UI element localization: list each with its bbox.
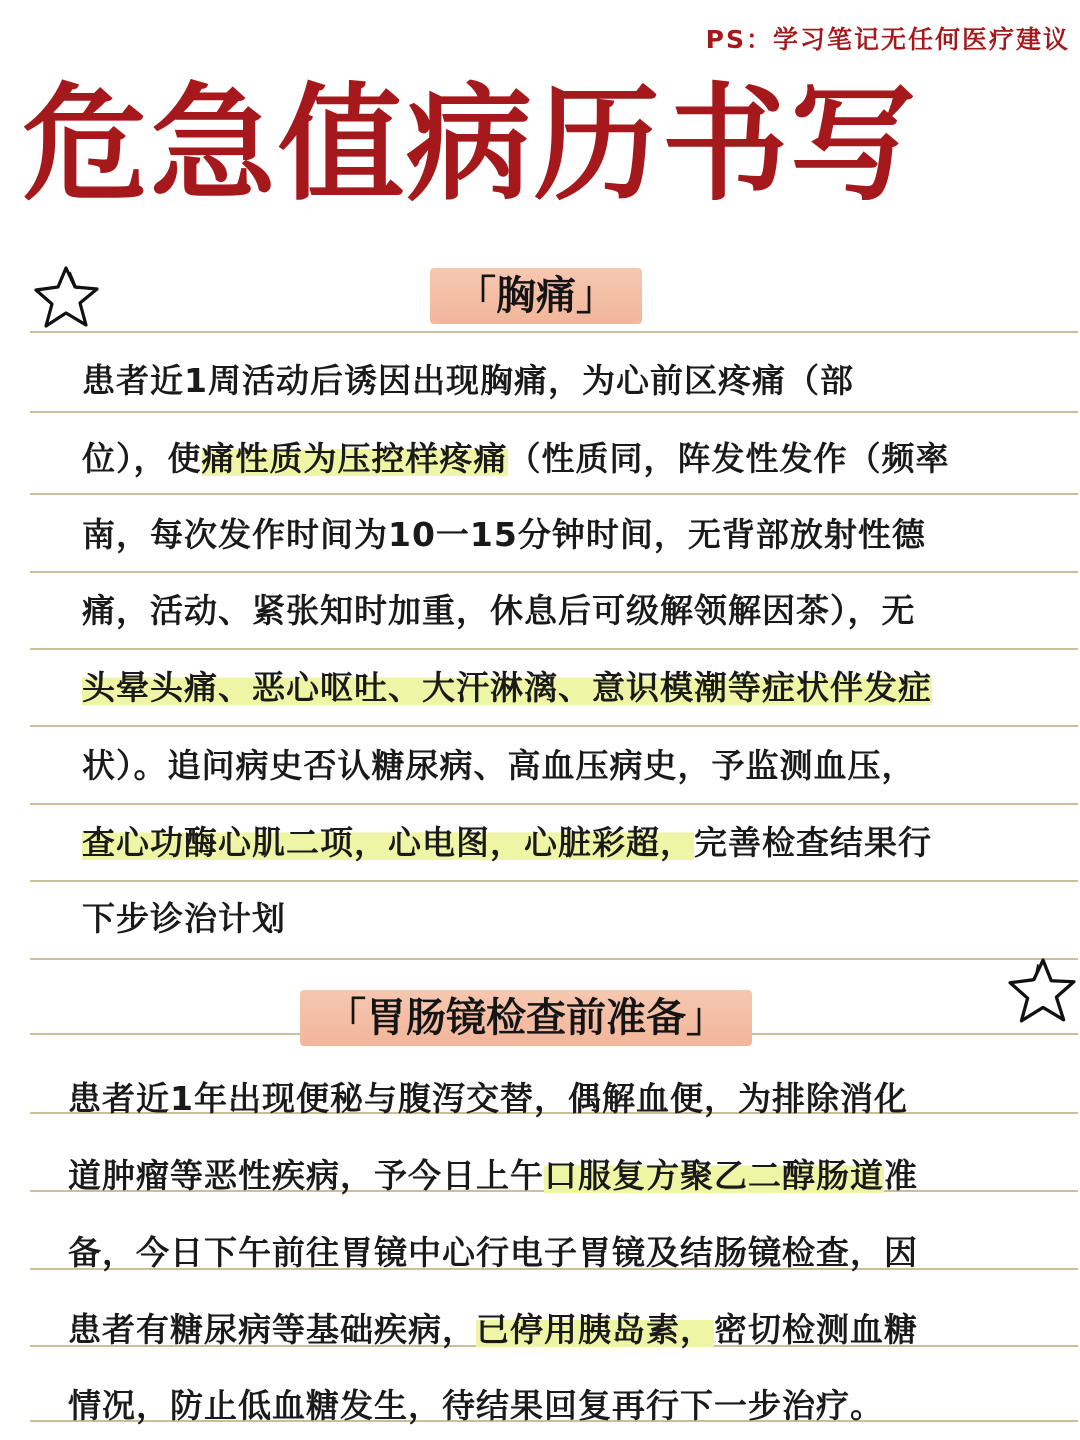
disclaimer-note: PS：学习笔记无任何医疗建议 [705, 25, 1070, 54]
paragraph-line [82, 589, 916, 633]
paragraph-line [82, 359, 854, 403]
highlighted-text: 痛性质为压控样疼痛 [201, 439, 508, 478]
paragraph-line [82, 666, 932, 710]
rule-line [30, 331, 1078, 333]
highlighted-text: 查心功酶心肌二项，心电图，心脏彩超， [82, 823, 694, 862]
rule-line [30, 411, 1078, 413]
text-segment: 备，今日下午前往胃镜中心行电子胃镜及结肠镜检查，因 [68, 1233, 918, 1272]
highlighted-text: 等症状伴发症 [728, 668, 932, 707]
highlighted-text: 头晕头痛、恶心呕吐、大汗淋漓、意识模潮 [82, 668, 728, 707]
paragraph-line [82, 437, 950, 481]
paragraph-line [82, 821, 932, 865]
text-segment: 患者近1年出现便秘与腹泻交替，偶解血便，为排除消化 [68, 1079, 908, 1118]
rule-line [30, 958, 1078, 960]
text-segment: 状）。追问病史否认糖尿病、高血压病史，予监测血压， [82, 746, 916, 785]
text-segment: 道肿瘤等恶性疾病，予今日上午 [68, 1156, 544, 1195]
text-segment: 下步诊治计划 [82, 899, 286, 938]
section-heading-chest-pain: 「胸痛」 [430, 268, 642, 324]
paragraph-line [82, 513, 926, 557]
rule-line [30, 880, 1078, 882]
text-segment: 患者有糖尿病等基础疾病， [68, 1310, 476, 1349]
paragraph-line [68, 1231, 918, 1275]
text-segment: 患者近1周活动后诱因出现胸痛，为心前区疼痛（部 [82, 361, 854, 400]
rule-line [30, 803, 1078, 805]
paragraph-line [82, 897, 286, 941]
text-segment: 情况，防止低血糖发生，待结果回复再行下一步治疗。 [68, 1386, 884, 1425]
text-segment: （性质同，阵发性发作（频率 [507, 439, 950, 478]
rule-line [30, 571, 1078, 573]
text-segment: 准 [884, 1156, 918, 1195]
text-segment: 南，每次发作时间为10一15分钟时间，无背部放射性德 [82, 515, 926, 554]
star-icon [32, 262, 102, 332]
paragraph-line [68, 1308, 918, 1352]
rule-line [30, 493, 1078, 495]
paragraph-line [82, 744, 916, 788]
star-icon [1006, 955, 1078, 1027]
rule-line [30, 648, 1078, 650]
highlighted-text: 口服复方聚乙二醇肠道 [544, 1156, 884, 1195]
rule-line [30, 725, 1078, 727]
text-segment: 位），使 [82, 439, 202, 478]
text-segment: 痛，活动、紧张知时加重，休息后可级解领解因茶），无 [82, 591, 916, 630]
section-heading-endoscopy-prep: 「胃肠镜检查前准备」 [300, 990, 752, 1046]
paragraph-line [68, 1077, 908, 1121]
page-title: 危急值病历书写 [22, 71, 918, 218]
paragraph-line [68, 1384, 884, 1428]
paragraph-line [68, 1154, 918, 1198]
text-segment: 密切检测血糖 [714, 1310, 918, 1349]
text-segment: 完善检查结果行 [694, 823, 932, 862]
highlighted-text: 已停用胰岛素， [476, 1310, 714, 1349]
